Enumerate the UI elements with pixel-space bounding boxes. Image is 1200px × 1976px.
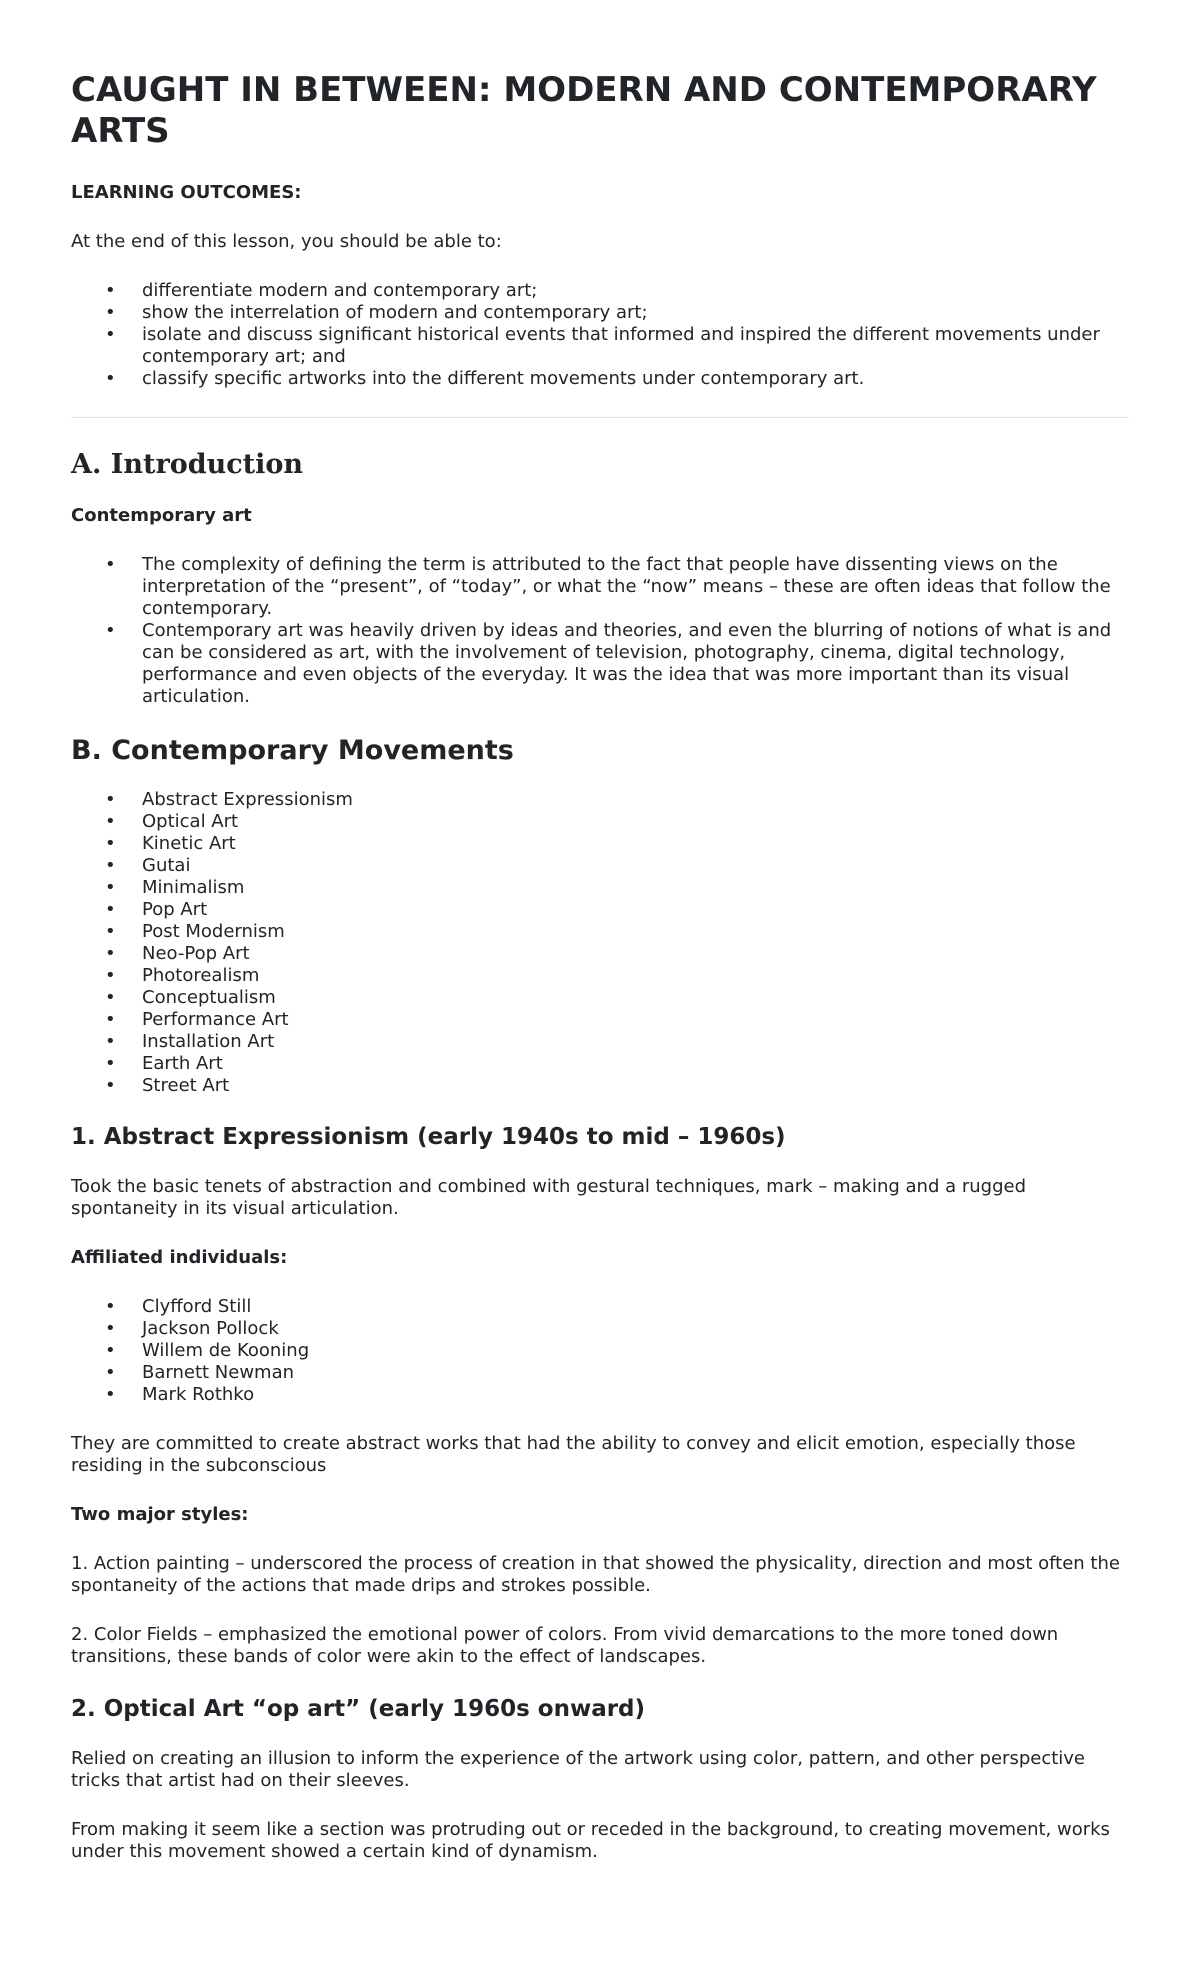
list-item: • Conceptualism (142, 987, 1129, 1009)
list-item: • show the interrelation of modern and contemporary art; (142, 302, 1129, 324)
list-item: • Barnett Newman (142, 1362, 1129, 1384)
list-item: • Post Modernism (142, 921, 1129, 943)
learning-outcomes-label: LEARNING OUTCOMES: (71, 182, 302, 203)
list-item: • Earth Art (142, 1053, 1129, 1075)
list-item: • Photorealism (142, 965, 1129, 987)
abstract-expressionism-description: Took the basic tenets of abstraction and combined with gestural techniques, mark – making and a rugged spontaneity in its visual articulation. (71, 1176, 1027, 1219)
introduction-list (71, 554, 1129, 708)
contemporary-art-label: Contemporary art (71, 505, 252, 526)
list-item: • Gutai (142, 855, 1129, 877)
list-item: • isolate and discuss significant historical events that informed and inspired the different movements under contemporary art; and (142, 324, 1129, 368)
contemporary-movements-heading: B. Contemporary Movements (71, 735, 514, 766)
movements-list (71, 789, 1129, 1097)
list-item: • Willem de Kooning (142, 1340, 1129, 1362)
list-item: • Performance Art (142, 1009, 1129, 1031)
list-item: • Clyfford Still (142, 1296, 1129, 1318)
list-item: • differentiate modern and contemporary art; (142, 280, 1129, 302)
affiliated-individuals-list (71, 1296, 1129, 1406)
list-item: • Jackson Pollock (142, 1318, 1129, 1340)
list-item: • Minimalism (142, 877, 1129, 899)
committed-paragraph: They are committed to create abstract works that had the ability to convey and elicit emotion, especially those residing in the subconscious (71, 1433, 1076, 1476)
color-fields-paragraph: 2. Color Fields – emphasized the emotional power of colors. From vivid demarcations to the more toned down transitions, these bands of color were akin to the effect of landscapes. (71, 1624, 1059, 1667)
list-item: • The complexity of defining the term is attributed to the fact that people have dissenting views on the interpretation of the “present”, of “today”, or what the “now” means – these are often ideas that follow the contemporary. (142, 554, 1129, 620)
optical-art-paragraph-1: Relied on creating an illusion to inform the experience of the artwork using color, pattern, and other perspective tricks that artist had on their sleeves. (71, 1748, 1086, 1791)
optical-art-paragraph-2: From making it seem like a section was protruding out or receded in the background, to creating movement, works under this movement showed a certain kind of dynamism. (71, 1819, 1110, 1862)
list-item: • Abstract Expressionism (142, 789, 1129, 811)
learning-outcomes-intro: At the end of this lesson, you should be able to: (71, 231, 502, 252)
abstract-expressionism-heading: 1. Abstract Expressionism (early 1940s to mid – 1960s) (71, 1124, 786, 1150)
list-item: • Mark Rothko (142, 1384, 1129, 1406)
learning-outcomes-list (71, 280, 1129, 390)
introduction-heading: A. Introduction (71, 449, 304, 480)
affiliated-individuals-label: Affiliated individuals: (71, 1247, 288, 1268)
list-item: • Neo-Pop Art (142, 943, 1129, 965)
optical-art-heading: 2. Optical Art “op art” (early 1960s onward) (71, 1696, 646, 1722)
list-item: • Installation Art (142, 1031, 1129, 1053)
two-major-styles-label: Two major styles: (71, 1504, 249, 1525)
list-item: • Kinetic Art (142, 833, 1129, 855)
list-item: • classify specific artworks into the different movements under contemporary art. (142, 368, 1129, 390)
list-item: • Contemporary art was heavily driven by ideas and theories, and even the blurring of notions of what is and can be considered as art, with the involvement of television, photography, cinema, digital technology, performance and even objects of the everyday. It was the idea that was more important than its visual articulation. (142, 620, 1129, 708)
section-divider (71, 417, 1129, 418)
list-item: • Street Art (142, 1075, 1129, 1097)
list-item: • Optical Art (142, 811, 1129, 833)
document-title: CAUGHT IN BETWEEN: MODERN AND CONTEMPORARY ARTS (71, 70, 1097, 151)
list-item: • Pop Art (142, 899, 1129, 921)
action-painting-paragraph: 1. Action painting – underscored the process of creation in that showed the physicality, direction and most often the spontaneity of the actions that made drips and strokes possible. (71, 1553, 1120, 1596)
